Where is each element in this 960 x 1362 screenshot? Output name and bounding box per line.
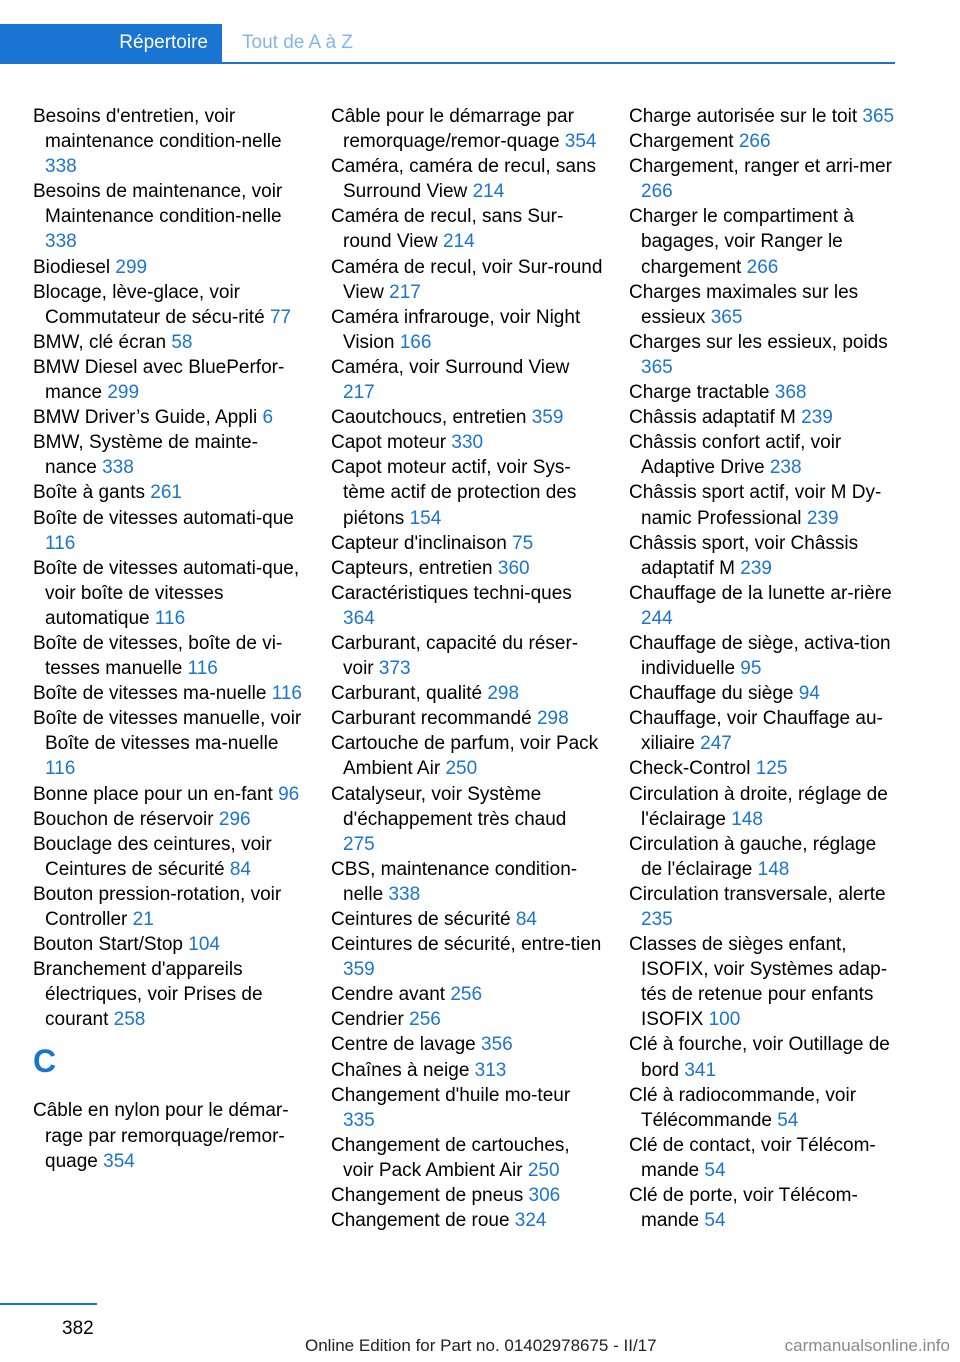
index-entry [33, 355, 305, 405]
index-entry [331, 706, 603, 731]
index-entry [331, 857, 603, 907]
entry-text: Changement de pneus [331, 1185, 524, 1207]
index-column-1 [33, 104, 305, 1174]
entry-text: Châssis adaptatif M [629, 407, 796, 429]
entry-text: Clé à radiocommande, voir Télécommande [629, 1084, 857, 1131]
page-link[interactable]: 298 [536, 708, 569, 730]
index-entry [629, 154, 901, 204]
entry-text: Chargement [629, 131, 734, 153]
index-entry [331, 907, 603, 932]
tab-repertoire[interactable]: Répertoire [0, 24, 222, 62]
page-link[interactable]: 261 [150, 482, 182, 504]
page-link[interactable]: 54 [704, 1210, 726, 1232]
page-link[interactable]: 116 [45, 758, 76, 780]
entry-text: Ceintures de sécurité, entre-tien [331, 934, 602, 956]
page-link[interactable]: 116 [45, 532, 76, 554]
index-entry [331, 255, 603, 305]
index-entry [331, 556, 603, 581]
entry-text: Câble en nylon pour le démar-rage par remorquage/remor-quage [33, 1100, 289, 1172]
entry-text: Charge autorisée sur le toit [629, 106, 858, 127]
index-column-3 [629, 104, 901, 1233]
page-link[interactable]: 306 [528, 1185, 561, 1207]
page-link[interactable]: 250 [445, 758, 478, 780]
index-entry [33, 706, 305, 781]
page-link[interactable]: 330 [451, 432, 484, 454]
page-link[interactable]: 256 [409, 1009, 441, 1031]
entry-text: BMW, Système de mainte-nance [33, 432, 258, 479]
index-entry [33, 405, 305, 430]
page-link[interactable]: 84 [229, 858, 251, 880]
page-link[interactable]: 94 [798, 683, 820, 705]
entry-text: Blocage, lève-glace, voir Commutateur de sécu-rité [33, 281, 265, 328]
index-entry [331, 982, 603, 1007]
page-link[interactable]: 116 [187, 658, 218, 680]
entry-text: Branchement d'appareils électriques, voir Prises de courant [33, 959, 263, 1031]
page-link[interactable]: 365 [710, 306, 743, 328]
entry-text: Capteurs, entretien [331, 557, 493, 579]
index-entry [331, 1208, 603, 1233]
index-entry [33, 882, 305, 932]
entry-text: Bouclage des ceintures, voir Ceintures de sécurité [33, 833, 272, 880]
entry-text: Câble pour le démarrage par remorquage/remor-quage [331, 106, 574, 153]
index-entry [331, 631, 603, 681]
page-link[interactable]: 244 [641, 607, 673, 629]
page-link[interactable]: 239 [740, 557, 772, 579]
header-tabs [0, 24, 895, 64]
index-entry [629, 782, 901, 832]
entry-text: Cartouche de parfum, voir Pack Ambient Air [331, 733, 599, 780]
page-link[interactable]: 368 [774, 382, 807, 404]
entry-text: Boîte de vitesses automati-que [33, 507, 294, 529]
index-entry [33, 104, 305, 179]
index-column-2 [331, 104, 603, 1233]
entry-text: Caméra de recul, sans Sur-round View [331, 206, 564, 253]
entry-text: Châssis sport actif, voir M Dy-namic Professional [629, 482, 882, 529]
index-entry [331, 430, 603, 455]
page-link[interactable]: 266 [746, 256, 779, 278]
page-link[interactable]: 235 [641, 909, 673, 930]
page-link[interactable]: 338 [45, 156, 77, 178]
entry-text: Carburant, qualité [331, 683, 483, 705]
entry-text: Boîte de vitesses ma-nuelle [33, 683, 267, 705]
entry-text: Charges maximales sur les essieux [629, 281, 859, 328]
entry-text: Cendre avant [331, 984, 446, 1006]
entry-text: Chauffage du siège [629, 683, 794, 705]
entry-text: Catalyseur, voir Système d'échappement très chaud [331, 783, 567, 830]
page-link[interactable]: 365 [641, 356, 673, 378]
entry-text: Clé à fourche, voir Outillage de bord [629, 1034, 890, 1081]
entry-text: Châssis sport, voir Châssis adaptatif M [629, 532, 859, 579]
page-link[interactable]: 239 [801, 407, 833, 429]
entry-text: Charger le compartiment à bagages, voir Ranger le chargement [629, 206, 854, 278]
page-link[interactable]: 373 [378, 658, 411, 680]
page-link[interactable]: 54 [704, 1159, 726, 1181]
entry-text: Classes de sièges enfant, ISOFIX, voir Systèmes adap-tés de retenue pour enfants ISOFIX [629, 934, 888, 1031]
entry-text: Circulation à droite, réglage de l'éclairage [629, 783, 888, 830]
index-entry [629, 531, 901, 581]
entry-text: Caractéristiques techni-ques [331, 582, 572, 604]
index-entry [629, 330, 901, 380]
section-letter: C [33, 1043, 57, 1080]
index-entry [33, 782, 305, 807]
entry-text: BMW, clé écran [33, 331, 167, 353]
page-link[interactable]: 6 [262, 407, 274, 429]
index-entry [331, 681, 603, 706]
page-link[interactable]: 298 [487, 683, 520, 705]
index-entry [331, 731, 603, 781]
entry-text: Charge tractable [629, 382, 770, 404]
page-link[interactable]: 250 [527, 1159, 560, 1181]
index-entry [629, 104, 901, 129]
page-link[interactable]: 116 [154, 607, 186, 629]
page-link[interactable]: 104 [188, 934, 220, 956]
entry-text: Boîte de vitesses, boîte de vi-tesses manuelle [33, 632, 283, 680]
index-entry [331, 405, 603, 430]
page-link[interactable]: 95 [740, 658, 762, 680]
entry-text: Clé de contact, voir Télécom-mande [629, 1134, 876, 1181]
page-link[interactable]: 125 [755, 758, 788, 780]
entry-text: Changement de cartouches, voir Pack Ambient Air [331, 1134, 570, 1181]
tab-a-to-z[interactable]: Tout de A à Z [242, 32, 353, 53]
index-entry [33, 932, 305, 957]
entry-text: Ceintures de sécurité [331, 909, 511, 930]
index-entry [33, 807, 305, 832]
entry-text: CBS, maintenance condition-nelle [331, 858, 578, 905]
page-link[interactable]: 364 [343, 607, 375, 629]
entry-text: Chargement, ranger et arri-mer [629, 156, 892, 178]
index-entry [33, 1098, 305, 1173]
page-link[interactable]: 324 [514, 1210, 547, 1232]
index-entry [331, 154, 603, 204]
page-link[interactable]: 275 [343, 833, 375, 855]
entry-text: Caoutchoucs, entretien [331, 407, 527, 429]
index-entry [33, 480, 305, 505]
page-link[interactable]: 214 [472, 181, 505, 203]
index-entry [331, 204, 603, 254]
page-link[interactable]: 238 [769, 457, 802, 479]
entry-text: Check-Control [629, 758, 751, 780]
index-entry [629, 681, 901, 706]
index-entry [629, 1032, 901, 1082]
index-entry [629, 932, 901, 1032]
index-entry [33, 430, 305, 480]
page-link[interactable]: 266 [738, 131, 771, 153]
watermark: carmanualsonline.info [784, 1336, 950, 1355]
entry-text: Besoins d'entretien, voir maintenance condition-nelle [33, 106, 282, 153]
entry-text: Carburant recommandé [331, 708, 532, 730]
page-link[interactable]: 247 [700, 733, 732, 755]
page-link[interactable]: 341 [684, 1059, 717, 1081]
index-entry [629, 380, 901, 405]
entry-text: Capot moteur actif, voir Sys-tème actif de protection des piétons [331, 457, 577, 529]
index-entry [629, 581, 901, 631]
entry-text: Boîte à gants [33, 482, 145, 504]
page-link[interactable]: 84 [515, 909, 537, 930]
page-link[interactable]: 148 [757, 858, 790, 880]
page-link[interactable]: 354 [564, 131, 597, 153]
page-link[interactable]: 360 [497, 557, 530, 579]
page-link[interactable]: 77 [269, 306, 292, 328]
entry-text: Caméra, caméra de recul, sans Surround View [331, 156, 597, 203]
entry-text: Charges sur les essieux, poids [629, 331, 888, 353]
page-link[interactable]: 256 [450, 984, 483, 1006]
entry-text: Caméra de recul, voir Sur-round View [331, 256, 603, 303]
page-link[interactable]: 21 [132, 909, 154, 930]
index-entry [331, 782, 603, 857]
entry-text: Carburant, capacité du réser-voir [331, 632, 579, 680]
page-link[interactable]: 299 [107, 382, 140, 404]
index-entry [629, 204, 901, 279]
index-entry [33, 506, 305, 556]
page-link[interactable]: 338 [388, 883, 421, 905]
page-link[interactable]: 239 [806, 507, 839, 529]
entry-text: Châssis confort actif, voir Adaptive Drive [629, 432, 842, 479]
index-entry [331, 1058, 603, 1083]
entry-text: Clé de porte, voir Télécom-mande [629, 1185, 858, 1232]
page-link[interactable]: 96 [278, 783, 300, 805]
index-entry [331, 531, 603, 556]
entry-text: Boîte de vitesses manuelle, voir Boîte de vitesses ma-nuelle [33, 708, 302, 755]
page-link[interactable]: 154 [409, 507, 442, 529]
index-entry [629, 480, 901, 530]
page-link[interactable]: 148 [731, 808, 763, 830]
index-entry [33, 179, 305, 254]
page-link[interactable]: 54 [777, 1109, 799, 1131]
page-link[interactable]: 217 [343, 382, 375, 404]
entry-text: Centre de lavage [331, 1034, 476, 1056]
index-entry [629, 706, 901, 756]
entry-text: Changement d'huile mo-teur [331, 1084, 571, 1106]
page-link[interactable]: 365 [862, 106, 895, 127]
index-entry [33, 330, 305, 355]
entry-text: Bouchon de réservoir [33, 808, 214, 830]
page-link[interactable]: 359 [531, 407, 564, 429]
index-entry [629, 430, 901, 480]
index-entry [629, 1133, 901, 1183]
page-link[interactable]: 338 [45, 231, 77, 253]
index-entry [331, 1032, 603, 1057]
entry-text: Cendrier [331, 1009, 404, 1031]
page-number-rule [0, 1303, 97, 1305]
index-entry [331, 1133, 603, 1183]
entry-text: Chauffage, voir Chauffage au-xiliaire [629, 708, 883, 755]
index-entry [331, 305, 603, 355]
page-link[interactable]: 354 [103, 1150, 135, 1172]
entry-text: Bouton pression-rotation, voir Controller [33, 883, 282, 930]
index-entry [629, 280, 901, 330]
entry-text: BMW Diesel avec BluePerfor-mance [33, 356, 285, 404]
entry-text: Besoins de maintenance, voir Maintenance condition-nelle [33, 181, 283, 228]
entry-text: Changement de roue [331, 1210, 510, 1232]
entry-text: Chauffage de la lunette ar-rière [629, 582, 892, 604]
page-link[interactable]: 335 [343, 1109, 375, 1131]
index-entry [629, 631, 901, 681]
index-entry [331, 932, 603, 982]
page-link[interactable]: 100 [708, 1009, 741, 1031]
entry-text: Capot moteur [331, 432, 447, 454]
page-link[interactable]: 313 [474, 1059, 507, 1081]
page-link[interactable]: 75 [512, 532, 534, 554]
index-entry [33, 280, 305, 330]
page-link[interactable]: 58 [171, 331, 193, 353]
page-link[interactable]: 166 [399, 331, 432, 353]
page-link[interactable]: 214 [443, 231, 475, 253]
page-link[interactable]: 217 [389, 281, 421, 303]
index-entry [33, 832, 305, 882]
entry-text: Capteur d'inclinaison [331, 532, 507, 554]
index-entry [33, 681, 305, 706]
entry-text: Circulation transversale, alerte [629, 883, 886, 905]
page-link[interactable]: 359 [343, 959, 375, 981]
entry-text: Caméra, voir Surround View [331, 356, 570, 378]
entry-text: Bouton Start/Stop [33, 934, 183, 956]
page-link[interactable]: 299 [115, 256, 148, 278]
index-entry [331, 455, 603, 530]
entry-text: Biodiesel [33, 256, 111, 278]
entry-text: Boîte de vitesses automati-que, voir boîte de vitesses automatique [33, 557, 300, 629]
page-link[interactable]: 338 [102, 457, 134, 479]
index-entry [629, 1183, 901, 1233]
index-entry [629, 1083, 901, 1133]
index-entry [629, 405, 901, 430]
page-link[interactable]: 266 [641, 181, 673, 203]
index-entry [33, 957, 305, 1032]
index-entry [331, 1007, 603, 1032]
index-entry [331, 355, 603, 405]
index-entry [331, 1083, 603, 1133]
entry-text: BMW Driver’s Guide, Appli [33, 407, 258, 429]
index-entry [331, 1183, 603, 1208]
entry-text: Chaînes à neige [331, 1059, 470, 1081]
page-link[interactable]: 258 [113, 1009, 146, 1031]
index-entry [33, 556, 305, 631]
index-entry [331, 104, 603, 154]
entry-text: Bonne place pour un en-fant [33, 783, 273, 805]
page-link[interactable]: 296 [218, 808, 251, 830]
entry-text: Chauffage de siège, activa-tion individuelle [629, 632, 891, 680]
entry-text: Circulation à gauche, réglage de l'éclairage [629, 833, 877, 880]
page-link[interactable]: 116 [271, 683, 302, 705]
index-entry [33, 255, 305, 280]
edition-footer: Online Edition for Part no. 01402978675 - II/17 [305, 1336, 657, 1355]
index-entry [629, 129, 901, 154]
page-number: 382 [62, 1318, 94, 1339]
entry-text: Caméra infrarouge, voir Night Vision [331, 306, 581, 353]
index-entry [33, 631, 305, 681]
index-entry [629, 832, 901, 882]
index-entry [629, 756, 901, 781]
index-entry [331, 581, 603, 631]
index-entry [629, 882, 901, 932]
page-link[interactable]: 356 [481, 1034, 513, 1056]
